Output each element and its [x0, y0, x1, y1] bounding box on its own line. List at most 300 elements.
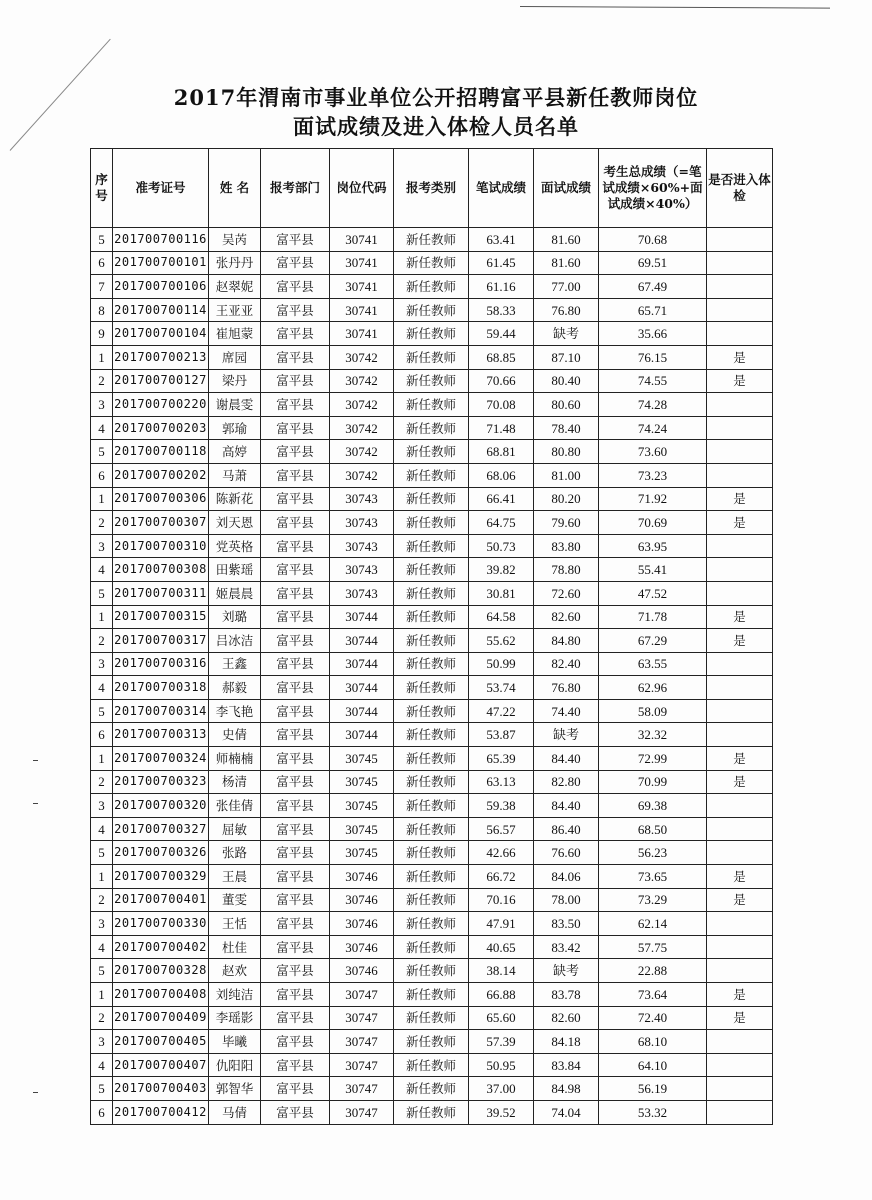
- cell-total: 74.55: [599, 369, 707, 393]
- cell-post-code: 30742: [330, 416, 394, 440]
- cell-written: 42.66: [469, 841, 534, 865]
- cell-interview: 72.60: [534, 581, 599, 605]
- cell-seq: 4: [91, 676, 113, 700]
- cell-written: 68.81: [469, 440, 534, 464]
- cell-exam-no: 201700700202: [113, 463, 209, 487]
- table-row: [91, 275, 773, 299]
- cell-interview: 79.60: [534, 511, 599, 535]
- cell-interview: 82.60: [534, 1006, 599, 1030]
- table-body: [91, 228, 773, 1125]
- cell-total: 70.69: [599, 511, 707, 535]
- cell-total: 72.99: [599, 747, 707, 771]
- cell-total: 72.40: [599, 1006, 707, 1030]
- header-category: 报考类别: [394, 149, 469, 228]
- cell-exam-no: 201700700409: [113, 1006, 209, 1030]
- cell-seq: 3: [91, 534, 113, 558]
- cell-category: 新任教师: [394, 629, 469, 653]
- cell-post-code: 30747: [330, 1053, 394, 1077]
- cell-physical: [707, 440, 773, 464]
- cell-interview: 81.00: [534, 463, 599, 487]
- cell-written: 70.16: [469, 888, 534, 912]
- cell-seq: 5: [91, 959, 113, 983]
- cell-total: 71.78: [599, 605, 707, 629]
- cell-written: 56.57: [469, 817, 534, 841]
- cell-total: 56.23: [599, 841, 707, 865]
- cell-dept: 富平县: [261, 629, 330, 653]
- results-table: [90, 148, 773, 1125]
- cell-category: 新任教师: [394, 1030, 469, 1054]
- table-row: [91, 935, 773, 959]
- cell-post-code: 30743: [330, 581, 394, 605]
- cell-written: 53.74: [469, 676, 534, 700]
- cell-dept: 富平县: [261, 1077, 330, 1101]
- cell-written: 70.08: [469, 393, 534, 417]
- cell-dept: 富平县: [261, 747, 330, 771]
- cell-dept: 富平县: [261, 369, 330, 393]
- table-row: [91, 369, 773, 393]
- cell-category: 新任教师: [394, 322, 469, 346]
- cell-physical: 是: [707, 511, 773, 535]
- cell-seq: 7: [91, 275, 113, 299]
- cell-interview: 76.80: [534, 298, 599, 322]
- cell-category: 新任教师: [394, 1077, 469, 1101]
- cell-dept: 富平县: [261, 1100, 330, 1124]
- cell-dept: 富平县: [261, 888, 330, 912]
- cell-post-code: 30745: [330, 817, 394, 841]
- cell-interview: 76.60: [534, 841, 599, 865]
- cell-physical: 是: [707, 1006, 773, 1030]
- cell-interview: 78.80: [534, 558, 599, 582]
- cell-physical: 是: [707, 865, 773, 889]
- cell-dept: 富平县: [261, 251, 330, 275]
- cell-interview: 84.40: [534, 747, 599, 771]
- cell-post-code: 30745: [330, 841, 394, 865]
- table-row: [91, 228, 773, 252]
- table-row: [91, 676, 773, 700]
- table-row: [91, 699, 773, 723]
- scan-dash: [33, 803, 38, 804]
- cell-category: 新任教师: [394, 605, 469, 629]
- cell-name: 刘纯洁: [209, 983, 261, 1007]
- cell-dept: 富平县: [261, 865, 330, 889]
- cell-post-code: 30741: [330, 322, 394, 346]
- table-row: [91, 1100, 773, 1124]
- cell-seq: 6: [91, 251, 113, 275]
- cell-dept: 富平县: [261, 841, 330, 865]
- cell-name: 马倩: [209, 1100, 261, 1124]
- cell-written: 47.91: [469, 912, 534, 936]
- cell-seq: 8: [91, 298, 113, 322]
- cell-post-code: 30742: [330, 393, 394, 417]
- cell-name: 马萧: [209, 463, 261, 487]
- cell-written: 66.72: [469, 865, 534, 889]
- table-row: [91, 629, 773, 653]
- table-row: [91, 912, 773, 936]
- cell-physical: [707, 228, 773, 252]
- cell-exam-no: 201700700403: [113, 1077, 209, 1101]
- cell-post-code: 30744: [330, 699, 394, 723]
- cell-total: 65.71: [599, 298, 707, 322]
- cell-exam-no: 201700700318: [113, 676, 209, 700]
- cell-total: 73.29: [599, 888, 707, 912]
- cell-written: 40.65: [469, 935, 534, 959]
- cell-post-code: 30746: [330, 888, 394, 912]
- cell-exam-no: 201700700220: [113, 393, 209, 417]
- cell-interview: 83.84: [534, 1053, 599, 1077]
- cell-written: 53.87: [469, 723, 534, 747]
- cell-post-code: 30742: [330, 463, 394, 487]
- cell-interview: 80.40: [534, 369, 599, 393]
- cell-seq: 1: [91, 487, 113, 511]
- cell-dept: 富平县: [261, 817, 330, 841]
- cell-seq: 5: [91, 699, 113, 723]
- table-row: [91, 888, 773, 912]
- cell-post-code: 30741: [330, 228, 394, 252]
- cell-seq: 1: [91, 605, 113, 629]
- cell-post-code: 30747: [330, 1100, 394, 1124]
- cell-total: 53.32: [599, 1100, 707, 1124]
- cell-total: 55.41: [599, 558, 707, 582]
- cell-written: 39.52: [469, 1100, 534, 1124]
- cell-total: 74.24: [599, 416, 707, 440]
- table-row: [91, 463, 773, 487]
- cell-written: 68.85: [469, 345, 534, 369]
- cell-exam-no: 201700700407: [113, 1053, 209, 1077]
- cell-exam-no: 201700700412: [113, 1100, 209, 1124]
- table-row: [91, 534, 773, 558]
- cell-total: 70.68: [599, 228, 707, 252]
- cell-interview: 82.60: [534, 605, 599, 629]
- cell-total: 73.60: [599, 440, 707, 464]
- cell-name: 王恬: [209, 912, 261, 936]
- cell-exam-no: 201700700315: [113, 605, 209, 629]
- cell-exam-no: 201700700326: [113, 841, 209, 865]
- cell-seq: 1: [91, 747, 113, 771]
- cell-category: 新任教师: [394, 723, 469, 747]
- table-row: [91, 605, 773, 629]
- table-row: [91, 747, 773, 771]
- cell-seq: 2: [91, 629, 113, 653]
- cell-category: 新任教师: [394, 581, 469, 605]
- cell-written: 50.95: [469, 1053, 534, 1077]
- cell-seq: 2: [91, 888, 113, 912]
- cell-category: 新任教师: [394, 935, 469, 959]
- cell-name: 吕冰洁: [209, 629, 261, 653]
- cell-physical: 是: [707, 345, 773, 369]
- table-row: [91, 393, 773, 417]
- cell-category: 新任教师: [394, 817, 469, 841]
- cell-post-code: 30743: [330, 534, 394, 558]
- cell-physical: [707, 841, 773, 865]
- scan-mark-top-right: [520, 6, 830, 9]
- table-row: [91, 581, 773, 605]
- table-row: [91, 440, 773, 464]
- cell-dept: 富平县: [261, 699, 330, 723]
- cell-written: 58.33: [469, 298, 534, 322]
- cell-dept: 富平县: [261, 770, 330, 794]
- cell-physical: [707, 581, 773, 605]
- cell-total: 62.14: [599, 912, 707, 936]
- cell-physical: [707, 723, 773, 747]
- header-physical: 是否进入体检: [707, 149, 773, 228]
- cell-physical: 是: [707, 369, 773, 393]
- cell-written: 59.38: [469, 794, 534, 818]
- cell-interview: 81.60: [534, 251, 599, 275]
- cell-total: 68.50: [599, 817, 707, 841]
- cell-dept: 富平县: [261, 794, 330, 818]
- cell-total: 73.64: [599, 983, 707, 1007]
- cell-seq: 1: [91, 865, 113, 889]
- cell-name: 张佳倩: [209, 794, 261, 818]
- cell-total: 56.19: [599, 1077, 707, 1101]
- cell-written: 50.99: [469, 652, 534, 676]
- cell-name: 郝毅: [209, 676, 261, 700]
- cell-category: 新任教师: [394, 251, 469, 275]
- cell-exam-no: 201700700327: [113, 817, 209, 841]
- cell-seq: 4: [91, 416, 113, 440]
- cell-physical: 是: [707, 983, 773, 1007]
- cell-post-code: 30741: [330, 251, 394, 275]
- cell-category: 新任教师: [394, 275, 469, 299]
- scan-dash: [33, 760, 38, 761]
- cell-exam-no: 201700700114: [113, 298, 209, 322]
- cell-dept: 富平县: [261, 1006, 330, 1030]
- cell-written: 70.66: [469, 369, 534, 393]
- cell-exam-no: 201700700316: [113, 652, 209, 676]
- cell-interview: 84.06: [534, 865, 599, 889]
- cell-dept: 富平县: [261, 983, 330, 1007]
- cell-dept: 富平县: [261, 1053, 330, 1077]
- cell-interview: 80.80: [534, 440, 599, 464]
- table-row: [91, 298, 773, 322]
- cell-exam-no: 201700700106: [113, 275, 209, 299]
- cell-exam-no: 201700700328: [113, 959, 209, 983]
- cell-dept: 富平县: [261, 393, 330, 417]
- cell-interview: 80.20: [534, 487, 599, 511]
- cell-physical: [707, 1053, 773, 1077]
- cell-name: 陈新花: [209, 487, 261, 511]
- cell-seq: 6: [91, 463, 113, 487]
- cell-written: 50.73: [469, 534, 534, 558]
- cell-physical: [707, 298, 773, 322]
- cell-dept: 富平县: [261, 912, 330, 936]
- cell-exam-no: 201700700104: [113, 322, 209, 346]
- cell-physical: [707, 534, 773, 558]
- cell-category: 新任教师: [394, 841, 469, 865]
- cell-category: 新任教师: [394, 463, 469, 487]
- cell-total: 69.38: [599, 794, 707, 818]
- cell-written: 63.41: [469, 228, 534, 252]
- cell-category: 新任教师: [394, 416, 469, 440]
- table-row: [91, 865, 773, 889]
- cell-name: 席园: [209, 345, 261, 369]
- header-interview: 面试成绩: [534, 149, 599, 228]
- cell-interview: 82.40: [534, 652, 599, 676]
- cell-post-code: 30743: [330, 511, 394, 535]
- cell-name: 郭智华: [209, 1077, 261, 1101]
- cell-seq: 6: [91, 1100, 113, 1124]
- cell-physical: [707, 817, 773, 841]
- cell-physical: [707, 959, 773, 983]
- scan-dash: [33, 1092, 38, 1093]
- cell-category: 新任教师: [394, 228, 469, 252]
- cell-dept: 富平县: [261, 228, 330, 252]
- cell-post-code: 30745: [330, 747, 394, 771]
- cell-exam-no: 201700700320: [113, 794, 209, 818]
- cell-category: 新任教师: [394, 511, 469, 535]
- cell-post-code: 30741: [330, 298, 394, 322]
- cell-written: 59.44: [469, 322, 534, 346]
- cell-physical: [707, 275, 773, 299]
- table-row: [91, 817, 773, 841]
- cell-written: 66.41: [469, 487, 534, 511]
- cell-post-code: 30744: [330, 676, 394, 700]
- cell-name: 高婷: [209, 440, 261, 464]
- cell-name: 仇阳阳: [209, 1053, 261, 1077]
- cell-written: 71.48: [469, 416, 534, 440]
- table-header-row: [91, 149, 773, 228]
- cell-interview: 80.60: [534, 393, 599, 417]
- cell-name: 史倩: [209, 723, 261, 747]
- cell-physical: [707, 393, 773, 417]
- cell-written: 68.06: [469, 463, 534, 487]
- cell-category: 新任教师: [394, 794, 469, 818]
- cell-total: 67.29: [599, 629, 707, 653]
- table-row: [91, 322, 773, 346]
- cell-seq: 1: [91, 345, 113, 369]
- cell-name: 屈敏: [209, 817, 261, 841]
- cell-physical: [707, 676, 773, 700]
- cell-dept: 富平县: [261, 652, 330, 676]
- cell-written: 65.39: [469, 747, 534, 771]
- cell-post-code: 30747: [330, 1077, 394, 1101]
- cell-exam-no: 201700700405: [113, 1030, 209, 1054]
- table-row: [91, 1030, 773, 1054]
- cell-dept: 富平县: [261, 676, 330, 700]
- cell-post-code: 30744: [330, 652, 394, 676]
- cell-total: 74.28: [599, 393, 707, 417]
- cell-physical: [707, 251, 773, 275]
- cell-total: 63.55: [599, 652, 707, 676]
- cell-total: 64.10: [599, 1053, 707, 1077]
- cell-post-code: 30746: [330, 935, 394, 959]
- cell-dept: 富平县: [261, 935, 330, 959]
- table-row: [91, 416, 773, 440]
- cell-seq: 2: [91, 1006, 113, 1030]
- cell-name: 张路: [209, 841, 261, 865]
- cell-name: 梁丹: [209, 369, 261, 393]
- table-row: [91, 652, 773, 676]
- cell-dept: 富平县: [261, 416, 330, 440]
- cell-exam-no: 201700700116: [113, 228, 209, 252]
- table-row: [91, 511, 773, 535]
- cell-exam-no: 201700700127: [113, 369, 209, 393]
- cell-category: 新任教师: [394, 534, 469, 558]
- header-name: 姓 名: [209, 149, 261, 228]
- cell-seq: 1: [91, 983, 113, 1007]
- cell-exam-no: 201700700401: [113, 888, 209, 912]
- cell-interview: 78.00: [534, 888, 599, 912]
- cell-seq: 3: [91, 393, 113, 417]
- cell-category: 新任教师: [394, 345, 469, 369]
- cell-written: 39.82: [469, 558, 534, 582]
- cell-dept: 富平县: [261, 534, 330, 558]
- cell-category: 新任教师: [394, 912, 469, 936]
- cell-interview: 84.80: [534, 629, 599, 653]
- cell-post-code: 30743: [330, 487, 394, 511]
- cell-seq: 5: [91, 841, 113, 865]
- cell-exam-no: 201700700329: [113, 865, 209, 889]
- cell-interview: 缺考: [534, 959, 599, 983]
- cell-name: 刘天恩: [209, 511, 261, 535]
- cell-name: 董雯: [209, 888, 261, 912]
- cell-post-code: 30747: [330, 1006, 394, 1030]
- cell-physical: [707, 1077, 773, 1101]
- cell-total: 35.66: [599, 322, 707, 346]
- cell-exam-no: 201700700314: [113, 699, 209, 723]
- cell-seq: 5: [91, 440, 113, 464]
- cell-written: 37.00: [469, 1077, 534, 1101]
- table-row: [91, 1053, 773, 1077]
- cell-post-code: 30746: [330, 959, 394, 983]
- cell-seq: 2: [91, 770, 113, 794]
- cell-name: 谢晨雯: [209, 393, 261, 417]
- cell-category: 新任教师: [394, 1006, 469, 1030]
- cell-post-code: 30743: [330, 558, 394, 582]
- cell-physical: [707, 322, 773, 346]
- cell-category: 新任教师: [394, 959, 469, 983]
- cell-dept: 富平县: [261, 487, 330, 511]
- cell-interview: 83.42: [534, 935, 599, 959]
- cell-dept: 富平县: [261, 440, 330, 464]
- cell-physical: [707, 416, 773, 440]
- cell-written: 64.75: [469, 511, 534, 535]
- cell-category: 新任教师: [394, 1053, 469, 1077]
- cell-seq: 3: [91, 1030, 113, 1054]
- cell-post-code: 30745: [330, 770, 394, 794]
- cell-seq: 5: [91, 1077, 113, 1101]
- cell-exam-no: 201700700330: [113, 912, 209, 936]
- page-subtitle: 面试成绩及进入体检人员名单: [293, 114, 579, 139]
- cell-dept: 富平县: [261, 298, 330, 322]
- header-written: 笔试成绩: [469, 149, 534, 228]
- table-row: [91, 959, 773, 983]
- table-row: [91, 794, 773, 818]
- cell-interview: 84.98: [534, 1077, 599, 1101]
- cell-interview: 83.78: [534, 983, 599, 1007]
- cell-post-code: 30746: [330, 912, 394, 936]
- table-row: [91, 841, 773, 865]
- cell-dept: 富平县: [261, 511, 330, 535]
- page-title: 2017年渭南市事业单位公开招聘富平县新任教师岗位: [173, 85, 699, 110]
- cell-total: 47.52: [599, 581, 707, 605]
- cell-dept: 富平县: [261, 581, 330, 605]
- cell-name: 张丹丹: [209, 251, 261, 275]
- cell-seq: 9: [91, 322, 113, 346]
- cell-name: 党英格: [209, 534, 261, 558]
- cell-physical: 是: [707, 629, 773, 653]
- cell-total: 22.88: [599, 959, 707, 983]
- cell-name: 崔旭蒙: [209, 322, 261, 346]
- cell-seq: 4: [91, 1053, 113, 1077]
- cell-physical: 是: [707, 770, 773, 794]
- table-row: [91, 345, 773, 369]
- cell-name: 赵翠妮: [209, 275, 261, 299]
- cell-exam-no: 201700700213: [113, 345, 209, 369]
- cell-category: 新任教师: [394, 888, 469, 912]
- header-dept: 报考部门: [261, 149, 330, 228]
- table-row: [91, 251, 773, 275]
